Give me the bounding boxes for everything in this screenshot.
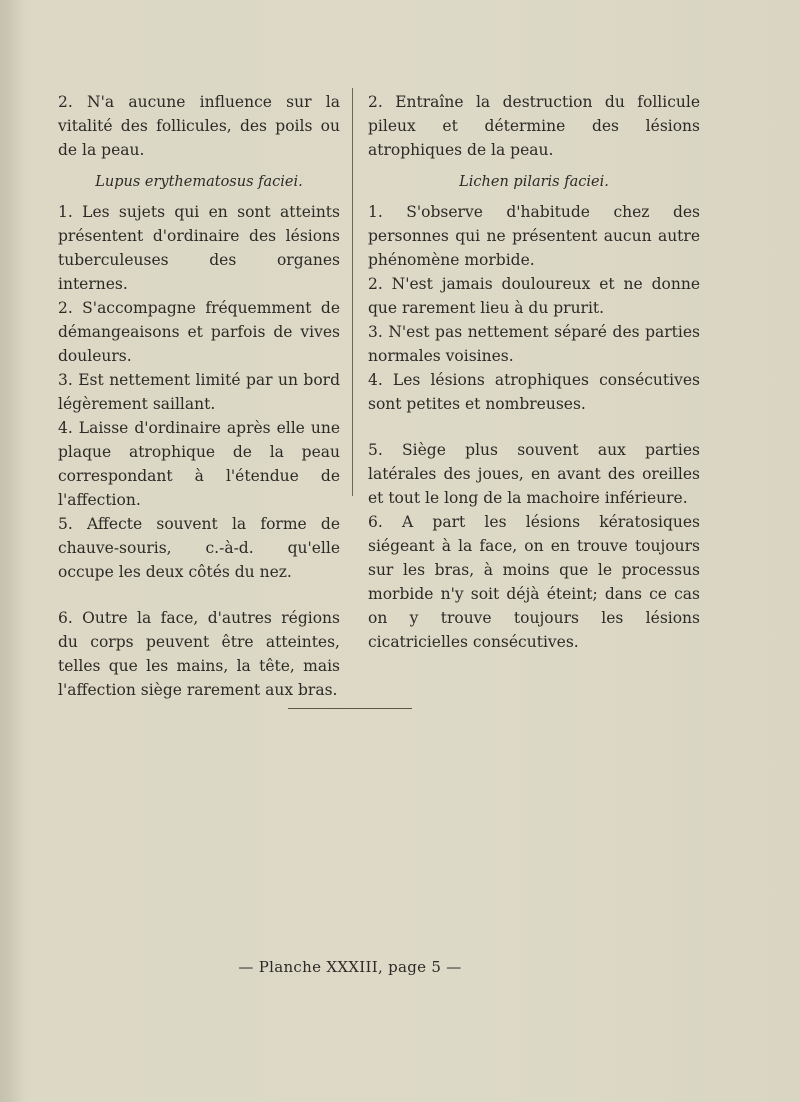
right-intro: 2. Entraîne la destruction du follicule pileux et détermine des lésions atrophiques de la peau. [368,93,700,159]
right-item-4: 4. Les lésions atrophiques consécutives sont petites et nombreuses. [368,371,700,413]
section-rule [288,708,412,709]
right-heading: Lichen pilaris faciei. [459,174,609,190]
right-item-1: 1. S'observe d'habitude chez des personnes qui ne présentent aucun autre phénomène morbide. [368,203,700,269]
left-heading: Lupus erythematosus faciei. [95,174,303,190]
left-column [58,90,340,702]
left-item-6: 6. Outre la face, d'autres régions du corps peuvent être atteintes, telles que les mains, la tête, mais l'affection siège rarement aux bras. [58,609,340,699]
column-divider [352,88,353,496]
right-item-5: 5. Siège plus souvent aux parties latérales des joues, en avant des oreilles et tout le long de la machoire inférieure. [368,441,700,507]
left-intro: 2. N'a aucune influence sur la vitalité des follicules, des poils ou de la peau. [58,93,340,159]
right-item-2: 2. N'est jamais douloureux et ne donne que rarement lieu à du prurit. [368,275,700,317]
right-column [368,90,700,654]
page-edge-shadow [0,0,22,1102]
left-item-2: 2. S'accompagne fréquemment de démangeaisons et parfois de vives douleurs. [58,299,340,365]
left-item-5: 5. Affecte souvent la forme de chauve-souris, c.-à-d. qu'elle occupe les deux côtés du nez. [58,515,340,581]
left-item-1: 1. Les sujets qui en sont atteints présentent d'ordinaire des lésions tuberculeuses des organes internes. [58,203,340,293]
left-item-3: 3. Est nettement limité par un bord légèrement saillant. [58,371,340,413]
right-item-3: 3. N'est pas nettement séparé des parties normales voisines. [368,323,700,365]
right-item-6: 6. A part les lésions kératosiques siégeant à la face, on en trouve toujours sur les bras, à moins que le processus morbide n'y soit déjà éteint; dans ce cas on y trouve toujours les lésions cicatricielles consécutives. [368,513,700,651]
left-item-4: 4. Laisse d'ordinaire après elle une plaque atrophique de la peau correspondant à l'étendue de l'affection. [58,419,340,509]
page-footer: — Planche XXXIII, page 5 — [238,958,462,976]
